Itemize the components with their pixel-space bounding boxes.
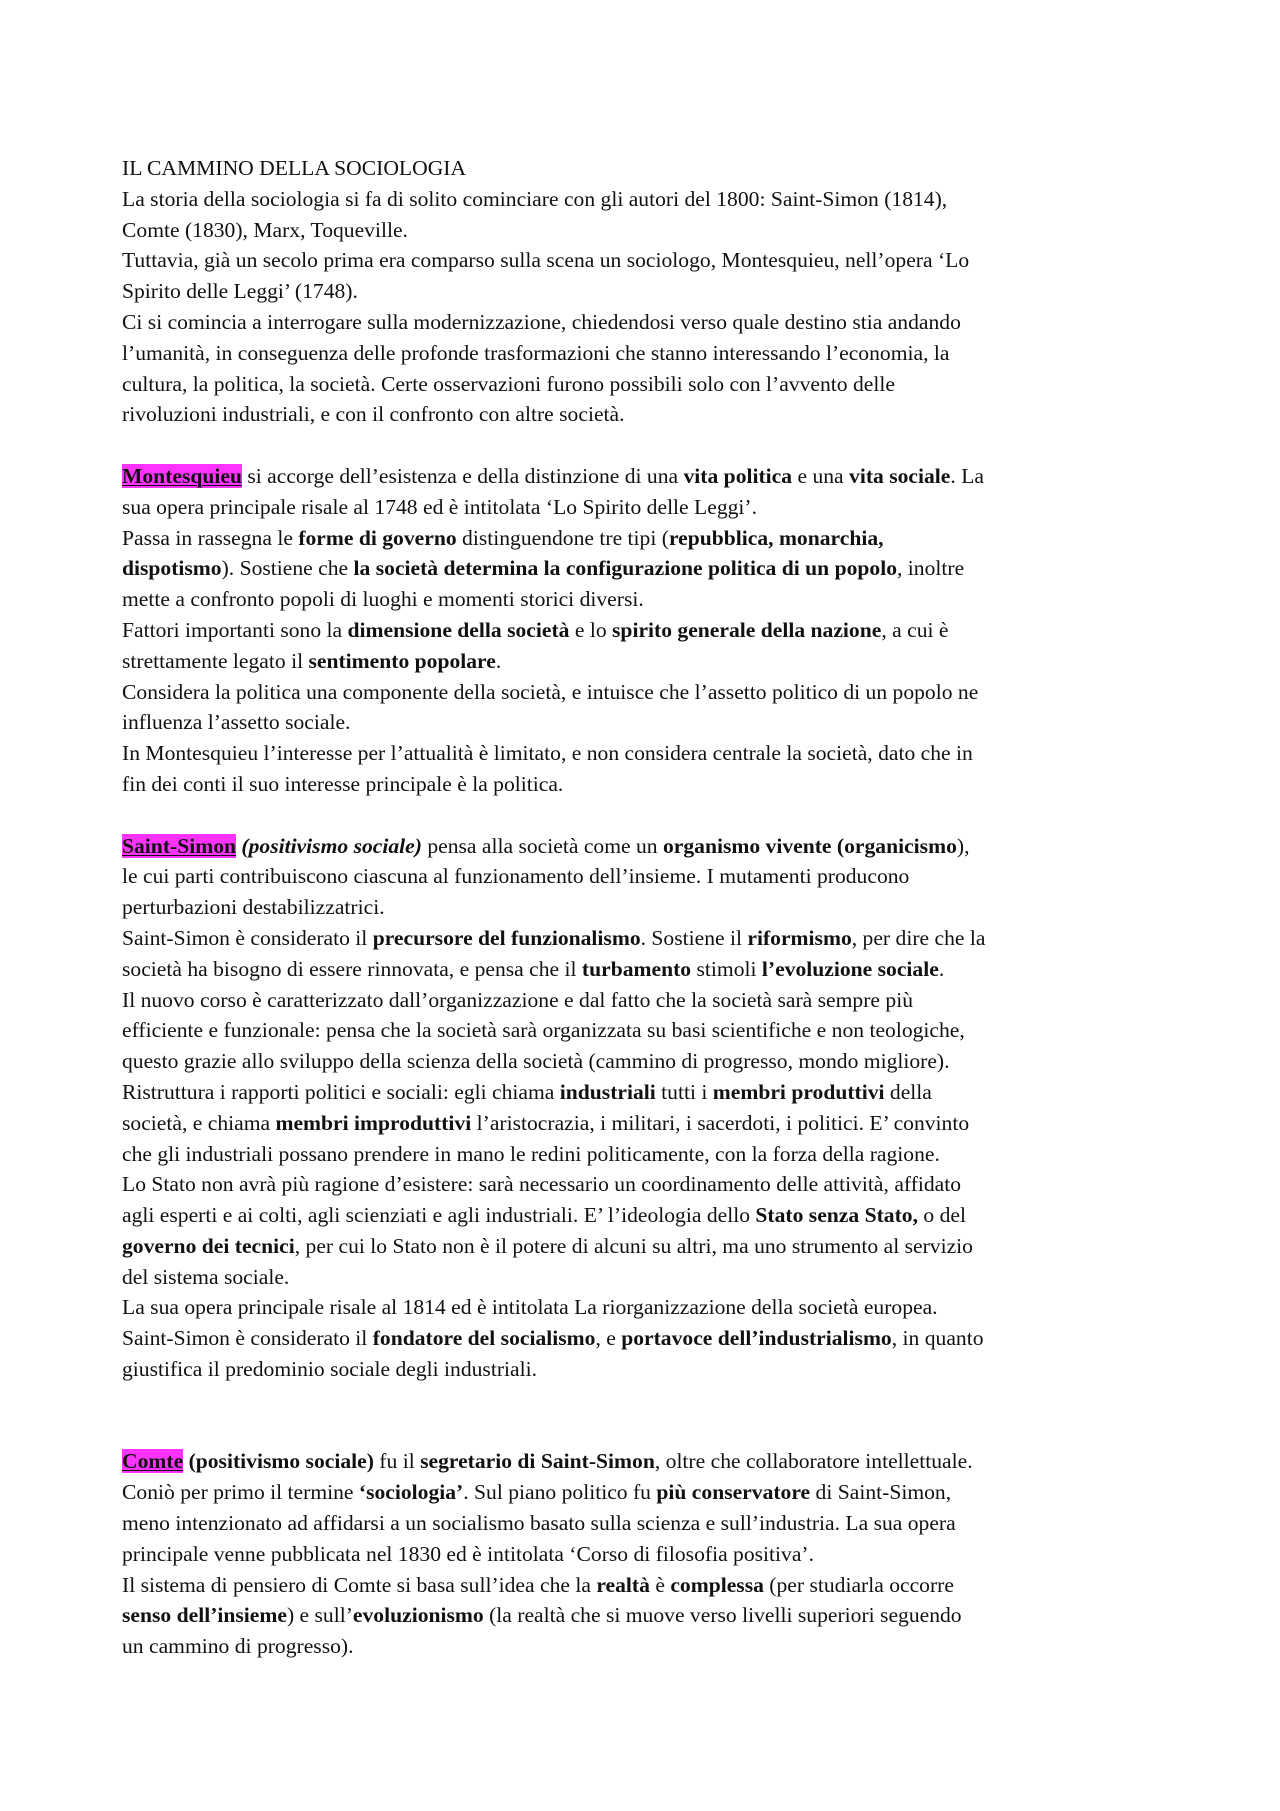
text-run: che gli industriali possano prendere in mano le redini politicamente, con la forza della ragione.: [122, 1141, 940, 1166]
bold-text: dispotismo: [122, 556, 222, 581]
text-run: fu il: [373, 1449, 421, 1474]
text-run: , per dire che la: [851, 925, 986, 950]
bold-text: complessa: [670, 1572, 764, 1597]
text-run: l’aristocrazia, i militari, i sacerdoti, i politici. E’ convinto: [471, 1110, 970, 1135]
text-run: stimoli: [691, 956, 762, 981]
intro-paragraph-3: [122, 307, 1172, 430]
text-run: , oltre che collaboratore intellettuale.: [654, 1449, 973, 1474]
bold-text: repubblica, monarchia,: [668, 525, 884, 550]
bold-text: sentimento popolare: [308, 648, 496, 673]
bold-text: organismo vivente (organicismo: [662, 833, 957, 858]
text-run: distinguendone tre tipi (: [456, 525, 669, 550]
text-run: rivoluzioni industriali, e con il confronto con altre società.: [122, 402, 625, 427]
text-line: [122, 1570, 1172, 1601]
montesquieu-paragraph-2: [122, 523, 1172, 615]
text-run: .: [495, 648, 502, 673]
text-run: , per cui lo Stato non è il potere di alcuni su altri, ma uno strumento al servizio: [294, 1233, 973, 1258]
text-line: [122, 1015, 1172, 1046]
saint-simon-paragraph-4: [122, 1077, 1172, 1169]
text-run: Fattori importanti sono la: [122, 617, 348, 642]
text-run: mette a confronto popoli di luoghi e momenti storici diversi.: [122, 587, 644, 612]
text-run: Lo Stato non avrà più ragione d’esistere: sarà necessario un coordinamento delle attività, affidato: [122, 1172, 962, 1197]
text-line: [122, 523, 1172, 554]
bold-text: realtà: [596, 1572, 650, 1597]
text-line: [122, 861, 1172, 892]
text-line: [122, 892, 1172, 923]
comte-paragraph-2: [122, 1570, 1172, 1662]
text-line: [122, 985, 1172, 1016]
text-run: Comte (1830), Marx, Toqueville.: [122, 217, 408, 242]
text-run: Il sistema di pensiero di Comte si basa sull’idea che la: [122, 1572, 597, 1597]
text-run: In Montesquieu l’interesse per l’attualità è limitato, e non considera centrale la società, dato che in: [122, 741, 973, 766]
text-line: [122, 369, 1172, 400]
text-line: [122, 1539, 1172, 1570]
text-run: strettamente legato il: [122, 648, 309, 673]
text-run: della: [884, 1079, 932, 1104]
montesquieu-paragraph-1: [122, 461, 1172, 523]
bold-text: ‘sociologia’: [358, 1480, 464, 1505]
highlighted-heading: Montesquieu: [122, 463, 242, 488]
text-run: IL CAMMINO DELLA SOCIOLOGIA: [122, 156, 467, 180]
text-line: [122, 1323, 1172, 1354]
bold-text: la società determina la configurazione politica di un popolo: [353, 556, 897, 581]
text-line: [122, 1046, 1172, 1077]
paragraph-spacer: [122, 800, 1172, 831]
text-run: un cammino di progresso).: [122, 1634, 354, 1659]
saint-simon-paragraph-3: [122, 985, 1172, 1077]
text-run: Ristruttura i rapporti politici e sociali: egli chiama: [122, 1079, 560, 1104]
highlighted-heading: Comte: [122, 1449, 184, 1474]
bold-text: spirito generale della nazione: [612, 617, 882, 642]
text-line: [122, 584, 1172, 615]
text-run: questo grazie allo sviluppo della scienza della società (cammino di progresso, mondo migliore).: [122, 1049, 950, 1074]
text-line: [122, 1292, 1172, 1323]
text-run: agli esperti e ai colti, agli scienziati e agli industriali. E’ l’ideologia dello: [122, 1203, 756, 1228]
text-run: Coniò per primo il termine: [122, 1480, 359, 1505]
text-run: . La: [950, 463, 984, 488]
text-run: sua opera principale risale al 1748 ed è intitolata ‘Lo Spirito delle Leggi’.: [122, 494, 758, 519]
text-line: [122, 954, 1172, 985]
text-run: di Saint-Simon,: [810, 1480, 952, 1505]
text-run: Considera la politica una componente della società, e intuisce che l’assetto politico di un popolo ne: [122, 679, 979, 704]
text-run: Passa in rassegna le: [122, 525, 299, 550]
text-run: meno intenzionato ad affidarsi a un socialismo basato sulla scienza e sull’industria. La sua opera: [122, 1511, 956, 1536]
text-line: [122, 492, 1172, 523]
text-line: [122, 184, 1172, 215]
bold-text: l’evoluzione sociale: [761, 956, 939, 981]
text-line: [122, 1262, 1172, 1293]
text-line: [122, 1354, 1172, 1385]
text-line: [122, 646, 1172, 677]
text-line: [122, 1200, 1172, 1231]
text-run: La storia della sociologia si fa di solito cominciare con gli autori del 1800: Saint-Simon (1814),: [122, 186, 948, 211]
text-line: [122, 307, 1172, 338]
text-run: , e: [595, 1326, 622, 1351]
bold-text: vita politica: [683, 463, 793, 488]
text-run: e lo: [569, 617, 613, 642]
text-line: [122, 738, 1172, 769]
text-run: ),: [956, 833, 970, 858]
text-line: [122, 1508, 1172, 1539]
bold-text: fondatore del socialismo: [372, 1326, 596, 1351]
text-run: e una: [792, 463, 850, 488]
saint-simon-paragraph-5: [122, 1169, 1172, 1292]
text-run: Tuttavia, già un secolo prima era comparso sulla scena un sociologo, Montesquieu, nell’opera ‘Lo: [122, 248, 970, 273]
text-line: [122, 1477, 1172, 1508]
text-line: [122, 153, 1172, 184]
bold-text: evoluzionismo: [352, 1603, 484, 1628]
text-line: [122, 923, 1172, 954]
text-run: perturbazioni destabilizzatrici.: [122, 895, 385, 920]
text-line: [122, 615, 1172, 646]
text-line: [122, 677, 1172, 708]
text-run: o del: [917, 1203, 966, 1228]
text-line: [122, 245, 1172, 276]
intro-paragraph-1: [122, 184, 1172, 246]
text-run: (per studiarla occorre: [763, 1572, 954, 1597]
text-line: [122, 769, 1172, 800]
text-run: società ha bisogno di essere rinnovata, e pensa che il: [122, 956, 582, 981]
montesquieu-paragraph-3: [122, 615, 1172, 677]
bold-text: segretario di Saint-Simon: [420, 1449, 655, 1474]
bold-text: industriali: [559, 1079, 656, 1104]
text-line: [122, 1631, 1172, 1662]
text-line: [122, 1108, 1172, 1139]
text-line: [122, 831, 1172, 862]
saint-simon-paragraph-1: [122, 831, 1172, 923]
text-run: cultura, la politica, la società. Certe osservazioni furono possibili solo con l’avvento delle: [122, 371, 895, 396]
text-run: Il nuovo corso è caratterizzato dall’organizzazione e dal fatto che la società sarà sempre più: [122, 987, 913, 1012]
bold-text: dimensione della società: [347, 617, 570, 642]
text-run: del sistema sociale.: [122, 1264, 290, 1289]
highlighted-heading: Saint-Simon: [122, 833, 236, 858]
text-run: principale venne pubblicata nel 1830 ed è intitolata ‘Corso di filosofia positiva’.: [122, 1541, 815, 1566]
text-line: [122, 399, 1172, 430]
text-run: efficiente e funzionale: pensa che la società sarà organizzata su basi scientifiche e non teologiche,: [122, 1018, 965, 1043]
text-run: è: [649, 1572, 671, 1597]
paragraph-spacer: [122, 1385, 1172, 1447]
paragraph-spacer: [122, 430, 1172, 461]
text-run: .: [938, 956, 945, 981]
text-run: tutti i: [655, 1079, 713, 1104]
bold-text: Stato senza Stato,: [755, 1203, 918, 1228]
bold-text: membri improduttivi: [275, 1110, 472, 1135]
text-run: pensa alla società come un: [421, 833, 663, 858]
text-run: ). Sostiene che: [221, 556, 354, 581]
montesquieu-paragraph-5: [122, 738, 1172, 800]
text-run: le cui parti contribuiscono ciascuna al funzionamento dell’insieme. I mutamenti producono: [122, 864, 910, 889]
document-title: [122, 153, 1172, 184]
bold-text: riformismo: [747, 925, 852, 950]
text-run: . Sostiene il: [640, 925, 748, 950]
text-line: [122, 1139, 1172, 1170]
bold-text: senso dell’insieme: [122, 1603, 287, 1628]
text-run: Saint-Simon è considerato il: [122, 1326, 373, 1351]
text-line: [122, 338, 1172, 369]
document-page: [122, 153, 1172, 1662]
text-line: [122, 1231, 1172, 1262]
text-line: [122, 1077, 1172, 1108]
bold-text: membri produttivi: [712, 1079, 885, 1104]
montesquieu-paragraph-4: [122, 677, 1172, 739]
text-run: società, e chiama: [122, 1110, 276, 1135]
bold-text: governo dei tecnici: [122, 1233, 295, 1258]
saint-simon-paragraph-2: [122, 923, 1172, 985]
text-run: influenza l’assetto sociale.: [122, 710, 351, 735]
bold-text: (positivismo sociale): [188, 1449, 374, 1474]
text-run: ) e sull’: [286, 1603, 353, 1628]
bold-text: vita sociale: [849, 463, 951, 488]
text-run: , a cui è: [881, 617, 949, 642]
text-line: [122, 1446, 1172, 1477]
bold-text: forme di governo: [298, 525, 457, 550]
text-run: Spirito delle Leggi’ (1748).: [122, 279, 358, 304]
text-line: [122, 1169, 1172, 1200]
text-run: , inoltre: [897, 556, 965, 581]
text-line: [122, 276, 1172, 307]
text-run: giustifica il predominio sociale degli industriali.: [122, 1357, 537, 1382]
intro-paragraph-2: [122, 245, 1172, 307]
saint-simon-paragraph-7: [122, 1323, 1172, 1385]
bold-text: portavoce dell’industrialismo: [621, 1326, 892, 1351]
text-run: La sua opera principale risale al 1814 ed è intitolata La riorganizzazione della società europea.: [122, 1295, 938, 1320]
text-run: si accorge dell’esistenza e della distinzione di una: [241, 463, 684, 488]
text-line: [122, 1600, 1172, 1631]
text-run: Saint-Simon è considerato il: [122, 925, 373, 950]
text-run: fin dei conti il suo interesse principale è la politica.: [122, 771, 564, 796]
text-run: (la realtà che si muove verso livelli superiori seguendo: [483, 1603, 962, 1628]
bold-text: (positivismo sociale): [241, 833, 422, 858]
comte-paragraph-1: [122, 1446, 1172, 1569]
text-line: [122, 707, 1172, 738]
text-run: . Sul piano politico fu: [463, 1480, 657, 1505]
text-run: l’umanità, in conseguenza delle profonde trasformazioni che stanno interessando l’economia, la: [122, 340, 950, 365]
bold-text: turbamento: [581, 956, 692, 981]
text-line: [122, 553, 1172, 584]
text-line: [122, 461, 1172, 492]
bold-text: precursore del funzionalismo: [372, 925, 641, 950]
text-run: Ci si comincia a interrogare sulla modernizzazione, chiedendosi verso quale destino stia andando: [122, 309, 961, 334]
text-run: , in quanto: [891, 1326, 984, 1351]
saint-simon-paragraph-6: [122, 1292, 1172, 1323]
text-line: [122, 215, 1172, 246]
bold-text: più conservatore: [656, 1480, 811, 1505]
